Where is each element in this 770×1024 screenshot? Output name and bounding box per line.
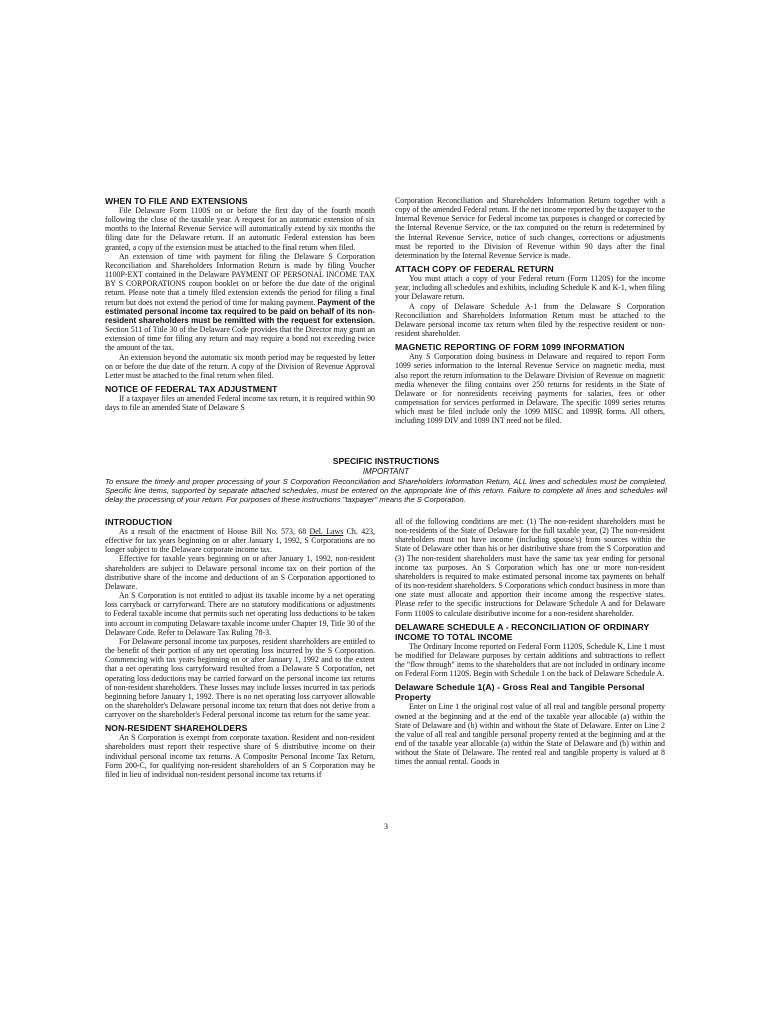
extension-text: An extension of time with payment for filing the Delaware S Corporation Reconciliation and Shareholders Information Return is made by filing Voucher 1100P-EXT contained in the Delaware PAYMENT OF PERSONAL INCOME TAX BY S CORPORATIONS coupon booklet on or before the due date of the original return. Please note that a timely filed extension extends the period for filing a final return but does not extend the period of time for making payment. xyxy=(105,251,375,307)
magnetic-reporting-heading: MAGNETIC REPORTING OF FORM 1099 INFORMATION xyxy=(395,342,625,353)
important-label: IMPORTANT xyxy=(362,467,410,476)
non-resident-heading: NON-RESIDENT SHAREHOLDERS xyxy=(105,723,248,734)
amended-return-continuation: Corporation Reconciliation and Shareholders Information Return together with a copy of the amended Federal return. If the net income reported by the taxpayer to the Internal Revenue Service for Federal income tax purposes is changed or corrected by the Internal Revenue Service, or the tax computed on the return is redetermined by the Internal Revenue Service, notice of such changes, corrections or adjustments must be reported to the Division of Revenue within 90 days after the final determination by the Internal Revenue Service is made. xyxy=(395,196,665,260)
schedule-1a-paragraph: Enter on Line 1 the original cost value of all real and tangible personal property owned at the beginning and at the end of the taxable year allocable (a) within the State of Delaware and (b) within and without the State of Delaware. Enter on Line 2 the value of all real and tangible personal property rented at the beginning and at the end of the taxable year allocable (a) within the State of Delaware and (b) within and without the State of Delaware. The rented real and tangible property is valued at 8 times the annual rental. Goods in xyxy=(395,702,665,767)
notice-paragraph-1: If a taxpayer files an amended Federal income tax return, it is required within 90 days to file an amended State of Delaware S xyxy=(105,393,375,413)
magnetic-reporting-paragraph: Any S Corporation doing business in Delaware and required to report Form 1099 series information to the Internal Revenue Service on magnetic media, must also report the return information to the Delaware Division of Revenue on magnetic media whenever the filing contains over 250 returns for residents in the State of Delaware or for nonresidents receiving payments for salaries, fees or other compensation for services performed in Delaware. The specific 1099 series returns which must be filed include only the 1099 MISC and 1099R forms. All others, including 1099 DIV and 1099 INT need not be filed. xyxy=(395,352,665,426)
when-to-file-paragraph-1: File Delaware Form 1100S on or before the first day of the fourth month following the close of the taxable year. A request for an automatic extension of six months to the Internal Revenue Service will automatically extend by six months the filing date for the Delaware return. If an automatic Federal extension has been granted, a copy of the extension must be attached to the final return when filed. xyxy=(105,206,375,252)
attach-copy-paragraph-2: A copy of Delaware Schedule A-1 from the Delaware S Corporation Reconciliation and Shareholders Information Return must be attached to the Delaware personal income tax return when filed by the respective resident or non-resident shareholder. xyxy=(395,301,665,339)
when-to-file-paragraph-2 xyxy=(105,252,375,353)
when-to-file-paragraph-3: An extension beyond the automatic six month period may be requested by letter on or before the due date of the return. A copy of the Division of Revenue Approval Letter must be attached to the final return when filed. xyxy=(105,352,375,380)
notice-heading: NOTICE OF FEDERAL TAX ADJUSTMENT xyxy=(105,383,278,394)
specific-instructions-text: To ensure the timely and proper processing of your S Corporation Reconciliation and Shareholders Information Return, ALL lines and schedules must be completed. Specific line items, supported by separate attached schedules, must be entered on the appropriate line of this return. Failure to complete all lines and schedules will delay the processing of your return. For purposes of these instructions "taxpayer" means the S Corporation. xyxy=(105,477,667,504)
del-laws-citation: Del. Laws xyxy=(309,527,344,536)
top-right-column xyxy=(395,196,665,425)
page-number: 3 xyxy=(384,822,388,831)
payment-notice-bold: Payment of the estimated personal income tax required to be paid on behalf of its non-resident shareholders must be remitted with the request for extension. xyxy=(105,297,375,325)
conditions-continuation: all of the following conditions are met: (1) The non-resident shareholders must be non-residents of the State of Delaware for the full taxable year, (2) The non-resident shareholders must not have income (including spouse's) from sources within the State of Delaware other than his or her distributive share from the S Corporation and (3) The non-resident shareholders must have the same tax year ending for personal income tax purposes. An S Corporation which has one or more non-resident shareholders is required to make estimated personal income tax payments on behalf of its non-resident shareholders. S Corporations which conduct business in more than one state must allocate and apportion their income among the respective states. Please refer to the specific instructions for Delaware Schedule A and for Delaware Form 1100S to calculate distributive income for a non-resident shareholder. xyxy=(395,517,665,618)
schedule-a-heading: DELAWARE SCHEDULE A - RECONCILIATION OF ORDINARY INCOME TO TOTAL INCOME xyxy=(395,621,650,642)
bottom-right-column xyxy=(395,517,665,766)
top-left-column xyxy=(105,196,375,412)
attach-copy-heading: ATTACH COPY OF FEDERAL RETURN xyxy=(395,264,554,275)
section-511-text: Section 511 of Title 30 of the Delaware Code provides that the Director may grant an extension of time for filing any return and may require a bond not exceeding twice the amount of the tax. xyxy=(105,325,375,353)
introduction-paragraph-2: Effective for taxable years beginning on or after January 1, 1992, non-resident shareholders are subject to Delaware personal income tax on their portion of the distributive share of the income and deductions of an S Corporation apportioned to Delaware. xyxy=(105,554,375,591)
non-resident-paragraph: An S Corporation is exempt from corporate taxation. Resident and non-resident shareholders must report their respective share of S distributive income on their individual personal income tax returns. A Composite Personal Income Tax Return, Form 200-C, for qualifying non-resident shareholders of an S Corporation may be filed in lieu of individual non-resident personal income tax returns if xyxy=(105,733,375,779)
intro-text-b: Ch. 423, effective for tax years beginning on or after January 1, 1992, S Corporations are no longer subject to the Delaware corporate income tax. xyxy=(105,527,375,555)
introduction-paragraph-4: For Delaware personal income tax purposes, resident shareholders are entitled to the benefit of their portion of any net operating loss incurred by the S Corporation. Commencing with tax years beginning on or after January 1, 1992 and to the extent that a net operating loss carryforward resulted from a Delaware S Corporation, net operating loss deductions may be carried forward on the personal income tax returns of non-resident shareholders. These losses may include losses incurred in tax periods beginning before January 1, 1992. There is no net operating loss carryover allowable on the shareholder's Delaware personal income tax return that does not derive from a carryover on the shareholder's Federal personal income tax return for the same year. xyxy=(105,636,375,720)
introduction-heading: INTRODUCTION xyxy=(105,517,173,527)
specific-instructions-title: SPECIFIC INSTRUCTIONS xyxy=(332,456,440,466)
attach-copy-paragraph-1: You must attach a copy of your Federal return (Form 1120S) for the income year, including all schedules and exhibits, including Schedule K and K-1, when filing your Delaware return. xyxy=(395,274,665,302)
introduction-paragraph-3: An S Corporation is not entitled to adjust its taxable income by a net operating loss carryback or carryforward. There are no statutory modifications or adjustments to Federal taxable income that permits such net operating loss deductions to be taken into account in computing Delaware taxable income under Chapter 19, Title 30 of the Delaware Code. Refer to Delaware Tax Ruling 78-3. xyxy=(105,591,375,637)
schedule-1a-heading: Delaware Schedule 1(A) - Gross Real and Tangible Personal Property xyxy=(395,682,645,703)
when-to-file-heading: WHEN TO FILE AND EXTENSIONS xyxy=(105,196,248,206)
bottom-left-column xyxy=(105,517,375,779)
introduction-paragraph-1 xyxy=(105,527,375,554)
intro-text-a: As a result of the enactment of House Bill No. 573, 68 xyxy=(119,527,310,536)
schedule-a-paragraph: The Ordinary Income reported on Federal Form 1120S, Schedule K, Line 1 must be modified for Delaware purposes by certain additions and subtractions to reflect the “flow through” items to the shareholders that are not included in ordinary income on Federal Form 1120S. Begin with Schedule 1 on the back of Delaware Schedule A. xyxy=(395,641,665,679)
